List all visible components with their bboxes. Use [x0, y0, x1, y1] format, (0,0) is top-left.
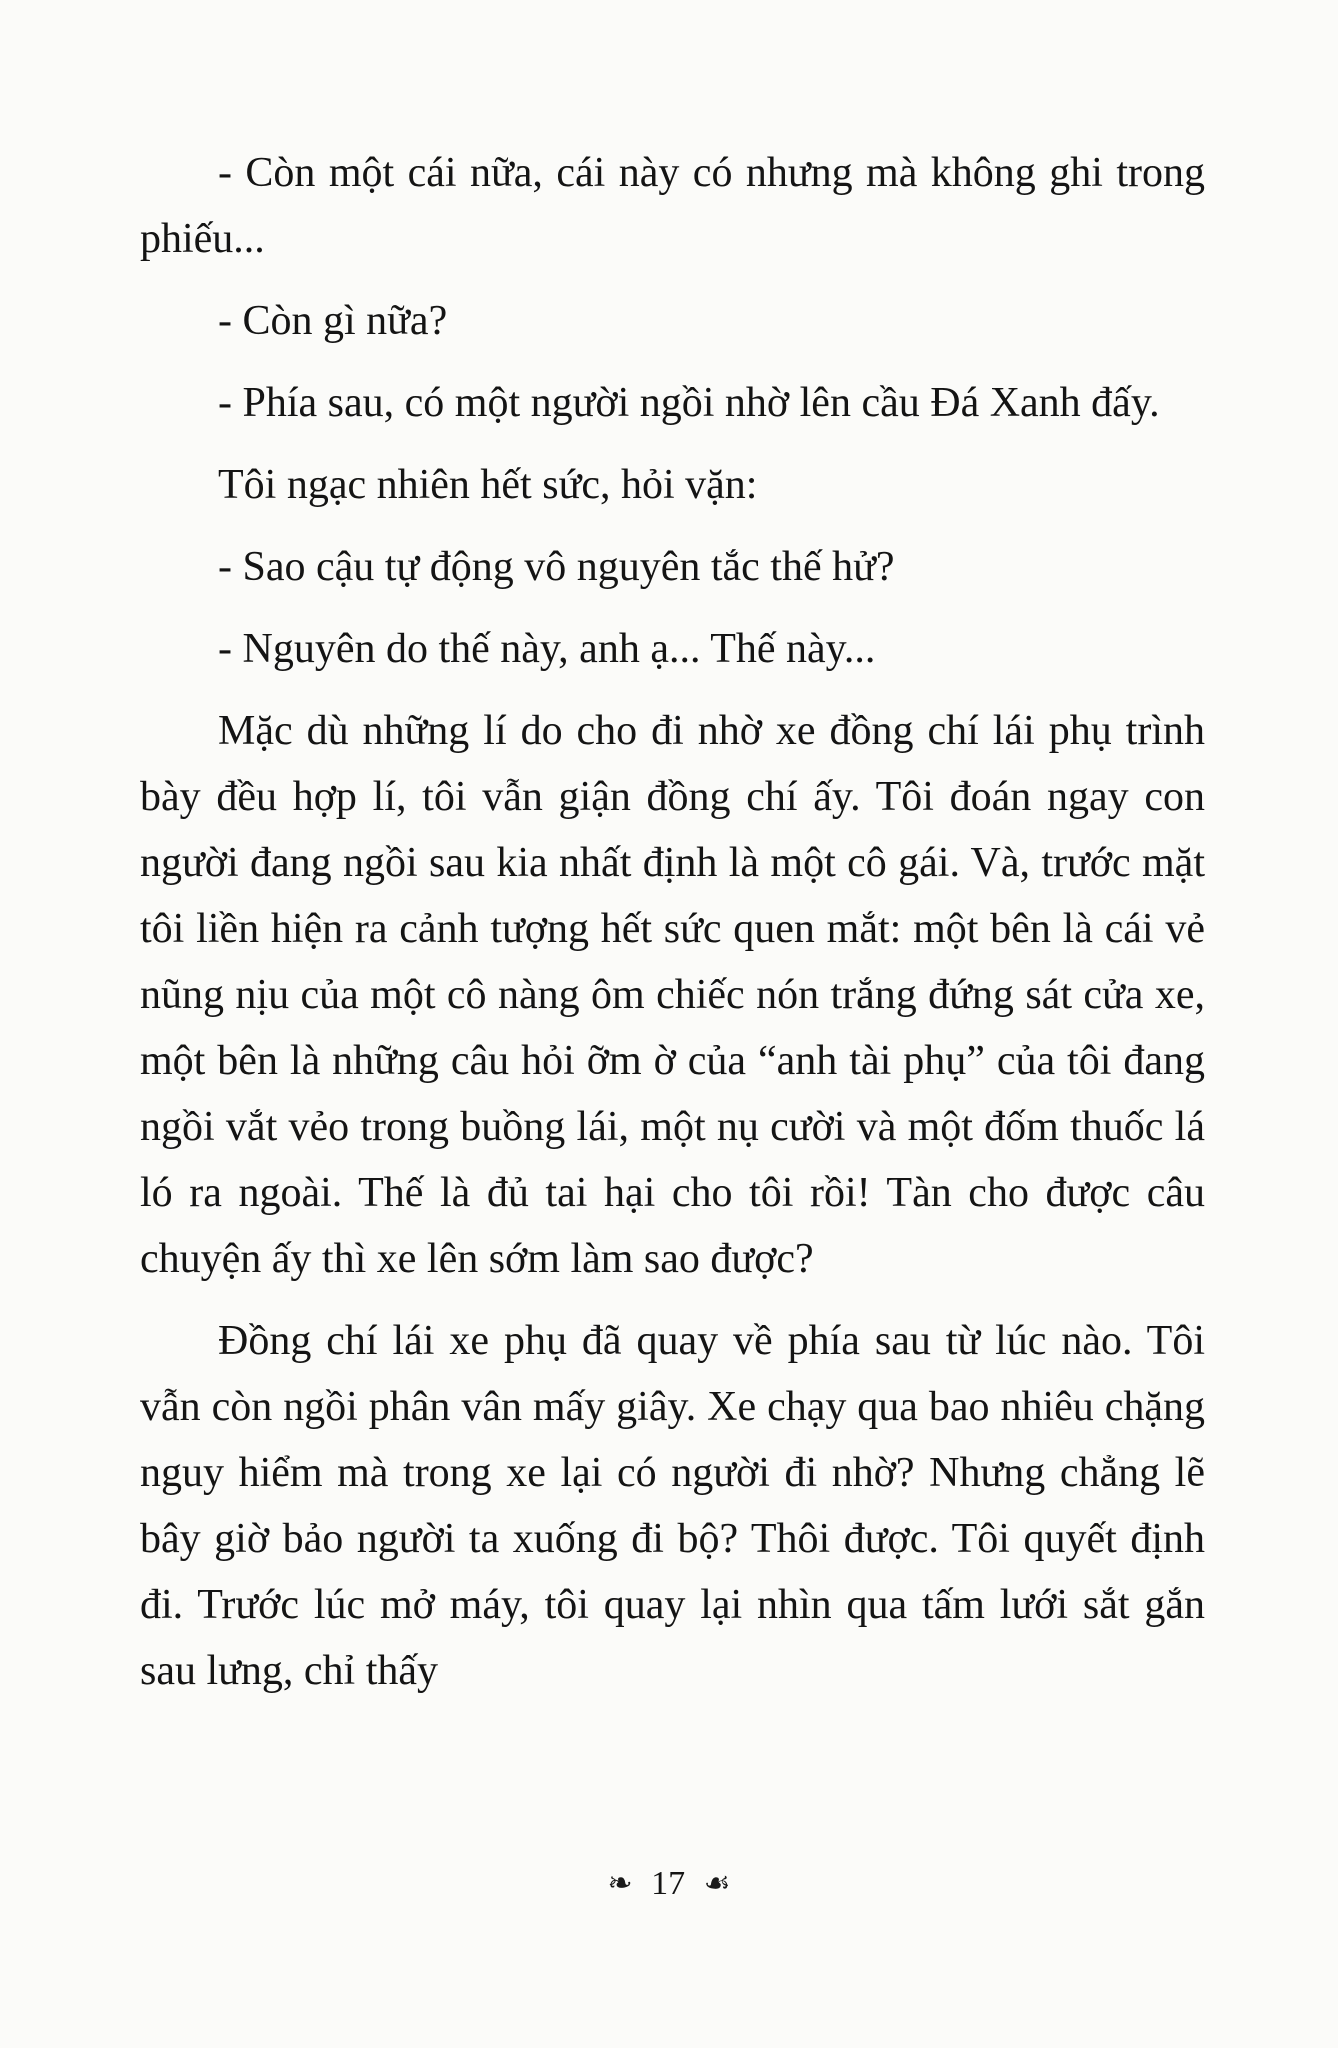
fleuron-left-icon: ❧ [607, 1867, 633, 1901]
paragraph: - Phía sau, có một người ngồi nhờ lên cầu Đá Xanh đấy. [218, 380, 1160, 426]
paragraph: Đồng chí lái xe phụ đã quay về phía sau từ lúc nào. Tôi vẫn còn ngồi phân vân mấy giây. Xe chạy qua bao nhiêu chặng nguy hiểm mà trong xe lại có người đi nhờ? Nhưng chẳng lẽ bây giờ bảo người ta xuống đi bộ? Thôi được. Tôi quyết định đi. Trước lúc mở máy, tôi quay lại nhìn qua tấm lưới sắt gắn sau lưng, chỉ thấy [140, 1318, 1205, 1694]
fleuron-right-icon: ☙ [703, 1867, 731, 1901]
paragraph: - Còn gì nữa? [218, 298, 448, 344]
paragraph: - Nguyên do thế này, anh ạ... Thế này... [218, 626, 876, 672]
book-page-text [140, 140, 1205, 1720]
paragraph: Mặc dù những lí do cho đi nhờ xe đồng chí lái phụ trình bày đều hợp lí, tôi vẫn giận đồng chí ấy. Tôi đoán ngay con người đang ngồi sau kia nhất định là một cô gái. Và, trước mặt tôi liền hiện ra cảnh tượng hết sức quen mắt: một bên là cái vẻ nũng nịu của một cô nàng ôm chiếc nón trắng đứng sát cửa xe, một bên là những câu hỏi ỡm ờ của “anh tài phụ” của tôi đang ngồi vắt vẻo trong buồng lái, một nụ cười và một đốm thuốc lá ló ra ngoài. Thế là đủ tai hại cho tôi rồi! Tàn cho được câu chuyện ấy thì xe lên sớm làm sao được? [140, 708, 1205, 1282]
page-number: 17 [651, 1865, 686, 1903]
paragraph: Tôi ngạc nhiên hết sức, hỏi vặn: [218, 462, 758, 508]
paragraph: - Sao cậu tự động vô nguyên tắc thế hử? [218, 544, 895, 590]
page-footer [0, 1862, 1338, 1904]
paragraph: - Còn một cái nữa, cái này có nhưng mà không ghi trong phiếu... [140, 150, 1205, 262]
